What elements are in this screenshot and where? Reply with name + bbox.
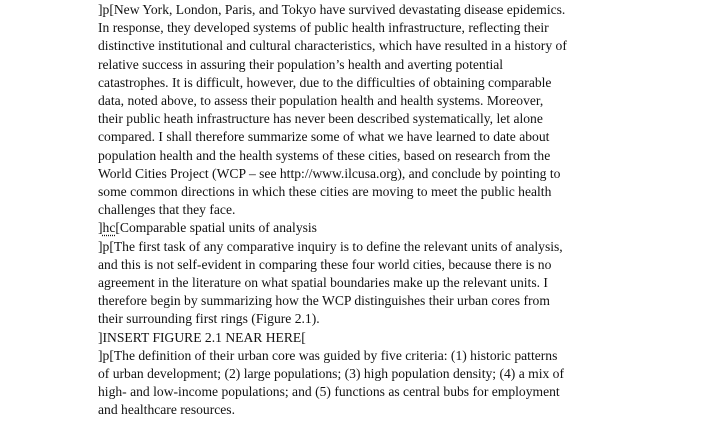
text-line: some common directions in which these cities are moving to meet the public health xyxy=(98,184,552,200)
text-line: distinctive institutional and cultural characteristics, which have resulted in a history of xyxy=(98,38,567,54)
text-line: agreement in the literature on what spatial boundaries make up the relevant units. I xyxy=(98,275,548,291)
paragraph-intro xyxy=(98,1,658,219)
text-line: compared. I shall therefore summarize some of what we have learned to date about xyxy=(98,129,550,145)
text-line: ]p[New York, London, Paris, and Tokyo have survived devastating disease epidemics. xyxy=(98,2,566,17)
text-line: their surrounding first rings (Figure 2.1). xyxy=(98,311,320,327)
heading-text: [Comparable spatial units of analysis xyxy=(115,220,317,236)
heading-prefix: ] xyxy=(98,220,103,236)
section-heading xyxy=(98,219,658,237)
text-line: relative success in assuring their population’s health and averting potential xyxy=(98,56,504,72)
text-line: and this is not self-evident in comparing these four world cities, because there is no xyxy=(98,256,552,272)
text-line: ]p[The first task of any comparative inquiry is to define the relevant units of analysis, xyxy=(98,238,563,254)
text-line: challenges that they face. xyxy=(98,202,236,218)
heading-tag: hc xyxy=(102,220,116,236)
text-line: their public heath infrastructure has never been described systematically, let alone xyxy=(98,111,543,127)
paragraph-units xyxy=(98,238,658,329)
text-line: therefore begin by summarizing how the WCP distinguishes their urban cores from xyxy=(98,293,550,309)
text-line: of urban development; (2) large populations; (3) high population density; (4) a mix of xyxy=(98,366,564,382)
text-line: catastrophes. It is difficult, however, due to the difficulties of obtaining comparable xyxy=(98,74,552,90)
text-line: In response, they developed systems of public health infrastructure, reflecting their xyxy=(98,20,549,36)
text-line: population health and the health systems of these cities, based on research from the xyxy=(98,147,551,163)
text-line: and healthcare resources. xyxy=(98,402,235,418)
text-line: data, noted above, to assess their population health and health systems. Moreover, xyxy=(98,93,544,109)
text-line: high- and low-income populations; and (5) functions as central bubs for employment xyxy=(98,384,560,400)
text-line: ]p[The definition of their urban core was guided by five criteria: (1) historic patterns xyxy=(98,347,558,363)
document-body xyxy=(98,1,658,420)
text-line: World Cities Project (WCP – see http://www.ilcusa.org), and conclude by pointing to xyxy=(98,165,561,181)
paragraph-urban-core xyxy=(98,347,658,420)
figure-insert-marker: ]INSERT FIGURE 2.1 NEAR HERE[ xyxy=(98,329,306,345)
